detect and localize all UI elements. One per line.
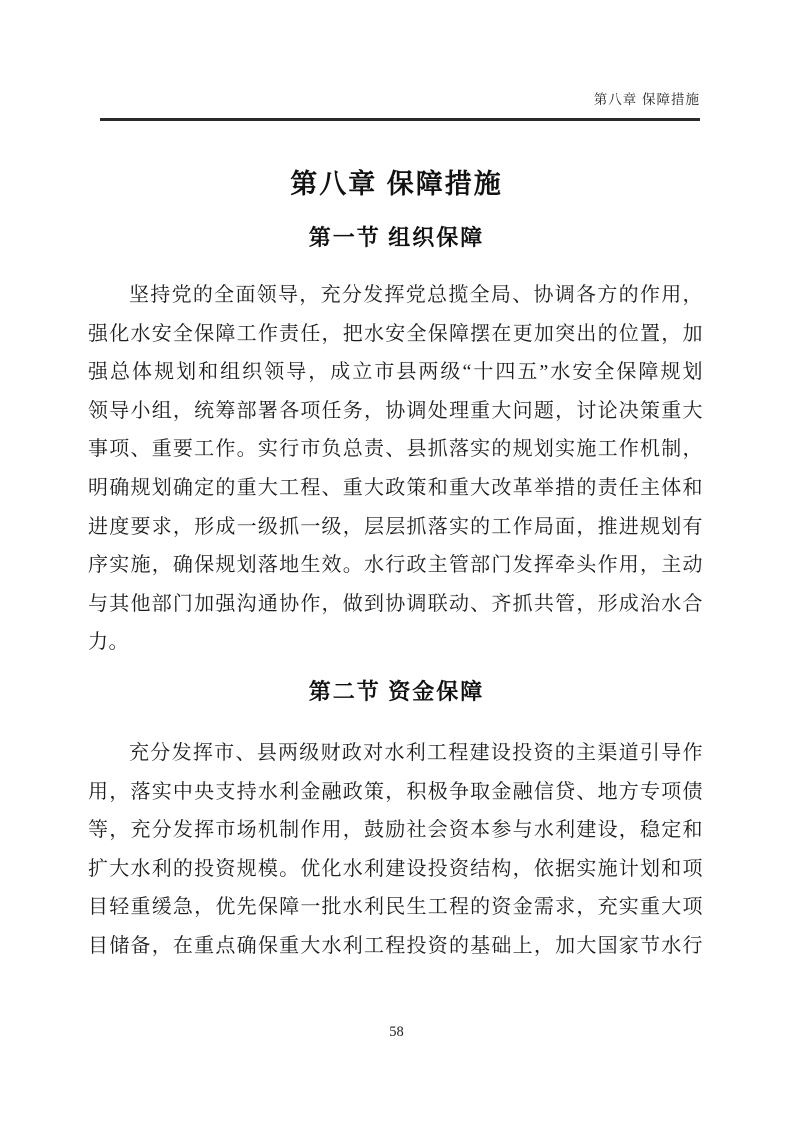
section-heading-organization: 第一节 组织保障: [308, 225, 485, 250]
chapter-title: 第八章 保障措施: [290, 169, 503, 199]
text-line: 力。: [88, 631, 129, 654]
text-line: 与其他部门加强沟通协作，做到协调联动、齐抓共管，形成治水合: [88, 592, 703, 615]
text-line: 进度要求，形成一级抓一级，层层抓落实的工作局面，推进规划有: [88, 515, 703, 538]
paragraph-organization: [88, 276, 703, 662]
text-line: 明确规划确定的重大工程、重大政策和重大改革举措的责任主体和: [88, 476, 703, 499]
text-line: 坚持党的全面领导，充分发挥党总揽全局、协调各方的作用，: [129, 284, 703, 306]
paragraph-funding: [88, 734, 703, 966]
text-line: 强化水安全保障工作责任，把水安全保障摆在更加突出的位置，加: [88, 322, 703, 345]
text-line: 充分发挥市、县两级财政对水利工程建设投资的主渠道引导作: [129, 742, 703, 764]
text-line: 扩大水利的投资规模。优化水利建设投资结构，依据实施计划和项: [88, 857, 703, 880]
text-line: 领导小组，统筹部署各项任务，协调处理重大问题，讨论决策重大: [88, 399, 703, 422]
text-line: 序实施，确保规划落地生效。水行政主管部门发挥牵头作用，主动: [88, 554, 703, 577]
text-line: 事项、重要工作。实行市负总责、县抓落实的规划实施工作机制，: [88, 438, 703, 461]
text-line: 用，落实中央支持水利金融政策，积极争取金融信贷、地方专项债: [88, 780, 703, 803]
section-heading-funding: 第二节 资金保障: [308, 679, 485, 704]
text-line: 目轻重缓急，优先保障一批水利民生工程的资金需求，充实重大项: [88, 896, 703, 919]
text-line: 目储备，在重点确保重大水利工程投资的基础上，加大国家节水行: [88, 934, 703, 957]
header-rule: [100, 118, 700, 121]
running-header: 第八章 保障措施: [593, 92, 700, 107]
text-line: 强总体规划和组织领导，成立市县两级“十四五”水安全保障规划: [88, 361, 703, 384]
page-number: 58: [389, 1024, 404, 1040]
text-line: 等，充分发挥市场机制作用，鼓励社会资本参与水利建设，稳定和: [88, 819, 703, 842]
